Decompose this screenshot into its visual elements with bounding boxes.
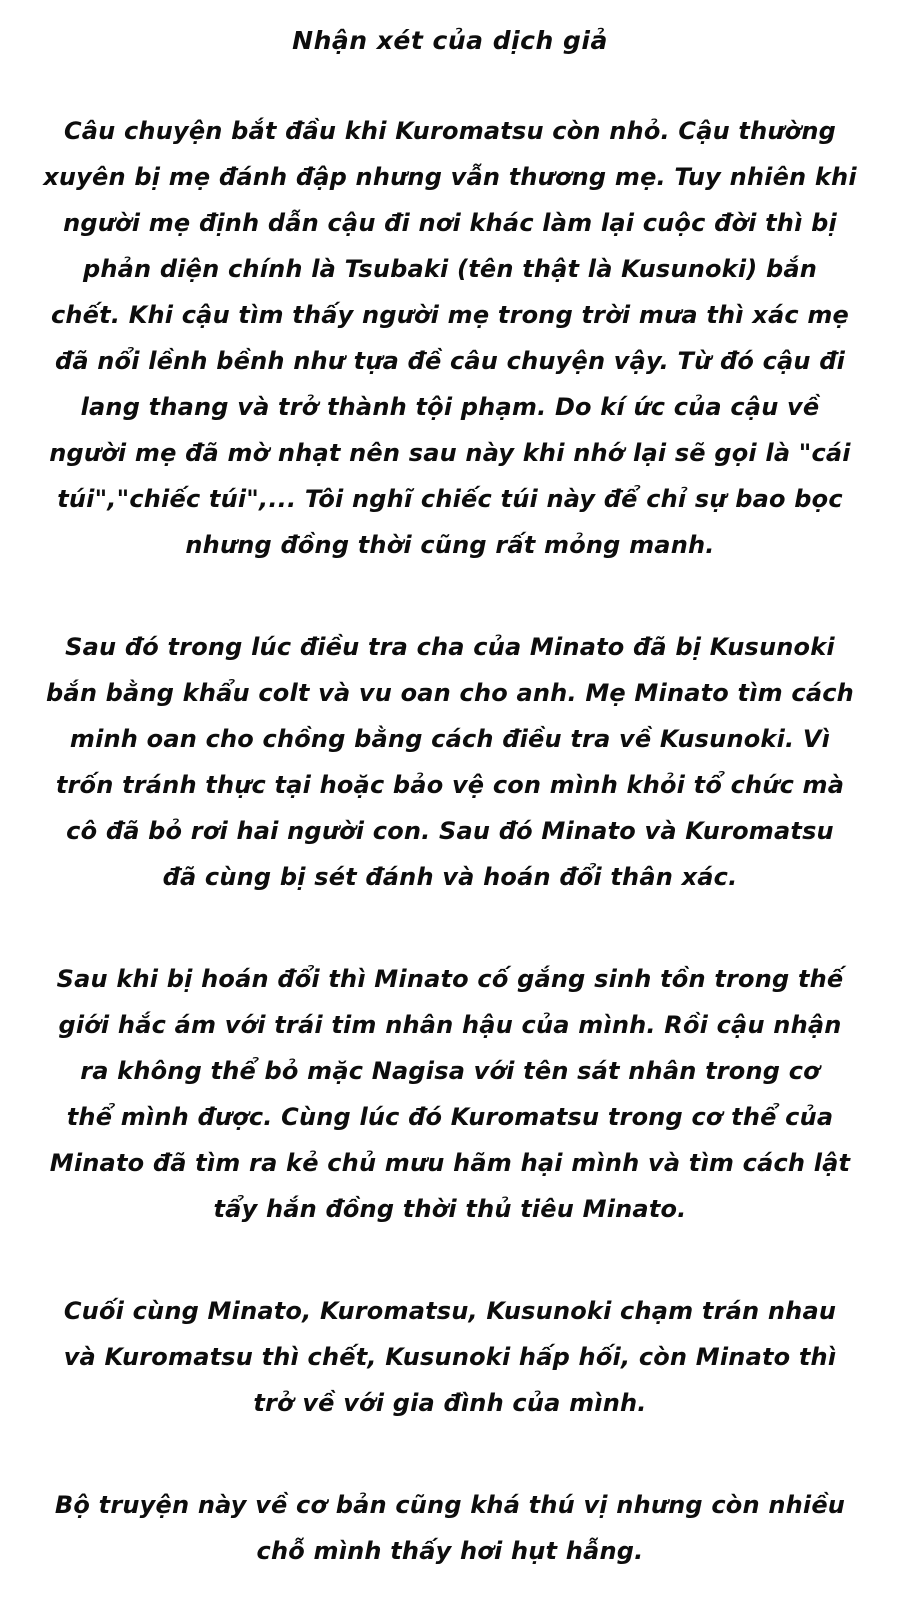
- text-line: Bộ truyện này về cơ bản cũng khá thú vị nhưng còn nhiều: [54, 1491, 846, 1519]
- text-line: Minato đã tìm ra kẻ chủ mưu hãm hại mình và tìm cách lật: [49, 1149, 851, 1177]
- text-line: túi","chiếc túi",... Tôi nghĩ chiếc túi này để chỉ sự bao bọc: [57, 485, 843, 513]
- text-line: chết. Khi cậu tìm thấy người mẹ trong trời mưa thì xác mẹ: [50, 301, 850, 329]
- text-line: và Kuromatsu thì chết, Kusunoki hấp hối, còn Minato thì: [63, 1343, 837, 1371]
- text-line: Cuối cùng Minato, Kuromatsu, Kusunoki chạm trán nhau: [63, 1297, 837, 1325]
- page-title: Nhận xét của dịch giả: [292, 26, 608, 55]
- text-line: trở về với gia đình của mình.: [253, 1389, 647, 1417]
- text-line: lang thang và trở thành tội phạm. Do kí ức của cậu về: [80, 393, 820, 421]
- note-paragraph: [6, 624, 894, 900]
- text-line: xuyên bị mẹ đánh đập nhưng vẫn thương mẹ. Tuy nhiên khi: [43, 163, 857, 191]
- text-line: người mẹ đã mờ nhạt nên sau này khi nhớ lại sẽ gọi là "cái: [49, 439, 851, 467]
- note-paragraph: [6, 1482, 894, 1574]
- text-line: người mẹ định dẫn cậu đi nơi khác làm lại cuộc đời thì bị: [63, 209, 837, 237]
- text-line: ra không thể bỏ mặc Nagisa với tên sát nhân trong cơ: [80, 1057, 820, 1085]
- text-line: cô đã bỏ rơi hai người con. Sau đó Minato và Kuromatsu: [66, 817, 834, 845]
- text-line: thể mình được. Cùng lúc đó Kuromatsu trong cơ thể của: [66, 1103, 834, 1131]
- text-line: Sau đó trong lúc điều tra cha của Minato đã bị Kusunoki: [65, 633, 835, 661]
- text-line: chỗ mình thấy hơi hụt hẫng.: [256, 1537, 644, 1565]
- note-paragraph: [6, 108, 894, 568]
- text-line: Câu chuyện bắt đầu khi Kuromatsu còn nhỏ. Cậu thường: [63, 117, 837, 145]
- text-line: nhưng đồng thời cũng rất mỏng manh.: [185, 531, 715, 559]
- note-paragraph: [6, 1288, 894, 1426]
- text-line: minh oan cho chồng bằng cách điều tra về Kusunoki. Vì: [69, 725, 831, 753]
- text-line: đã cùng bị sét đánh và hoán đổi thân xác.: [162, 863, 738, 891]
- text-line: giới hắc ám với trái tim nhân hậu của mình. Rồi cậu nhận: [58, 1011, 842, 1039]
- text-line: Sau khi bị hoán đổi thì Minato cố gắng sinh tồn trong thế: [56, 965, 844, 993]
- text-line: trốn tránh thực tại hoặc bảo vệ con mình khỏi tổ chức mà: [55, 771, 845, 799]
- text-line: phản diện chính là Tsubaki (tên thật là Kusunoki) bắn: [82, 255, 818, 283]
- text-line: đã nổi lềnh bềnh như tựa đề câu chuyện vậy. Từ đó cậu đi: [54, 347, 846, 375]
- note-paragraph: [6, 956, 894, 1232]
- text-line: tẩy hắn đồng thời thủ tiêu Minato.: [213, 1195, 687, 1223]
- text-line: bắn bằng khẩu colt và vu oan cho anh. Mẹ Minato tìm cách: [46, 679, 854, 707]
